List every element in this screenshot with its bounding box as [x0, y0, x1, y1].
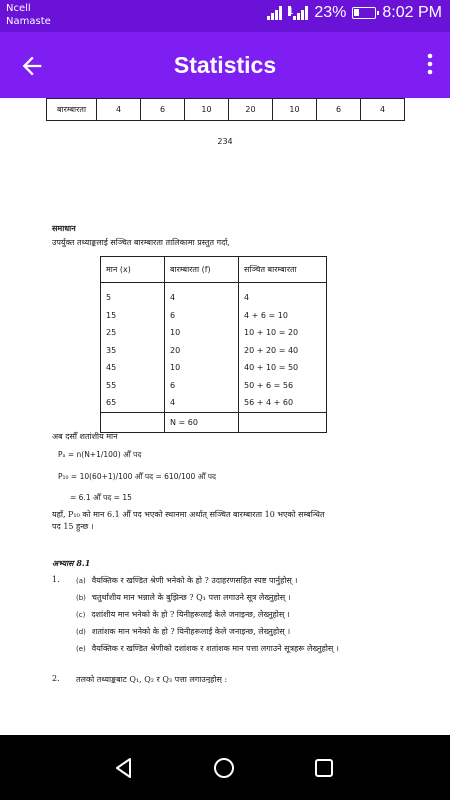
circle-home-icon[interactable] [213, 757, 235, 779]
question-item-text: वैयक्तिक र खण्डित श्रेणीको दशांशक र शतांशक मान पत्ता लगाउने सूत्रहरू लेख्नुहोस् । [91, 644, 339, 653]
table-cell: 56 + 4 + 60 [244, 398, 294, 407]
app-bar [0, 32, 450, 98]
table-cell: 4 [170, 293, 176, 302]
clock: 8:02 PM [382, 4, 442, 21]
battery-icon [352, 7, 376, 19]
status-indicators [267, 4, 442, 22]
question-item-label: (c) [76, 611, 86, 619]
table-cell: 65 [106, 398, 117, 407]
table-cell: 10 + 10 = 20 [244, 328, 299, 337]
formula-p10: P₁₀ = 10(60+1)/100 औँ पद = 610/100 औँ पद [58, 472, 216, 481]
signal-icon [267, 6, 282, 20]
formula-result: = 6.1 औँ पद = 15 [70, 493, 132, 502]
battery-percent: 23% [314, 4, 347, 21]
question-item-label: (a) [76, 577, 86, 585]
table-footer-row [101, 412, 327, 432]
table-cell: 35 [106, 345, 117, 355]
conclusion-line-1: यहाँ, P₁₀ को मान 6.1 औँ पद भएको स्थानमा अर्थात् सञ्चित बारम्बारता 10 भएको सम्बन्धित [52, 510, 325, 519]
table-cell [101, 412, 165, 432]
table-cell: 20 [229, 99, 273, 121]
table-cell: 55 [106, 380, 117, 390]
cumulative-frequency-table [100, 256, 327, 433]
question-item [76, 626, 290, 637]
question-item-label: (b) [76, 594, 86, 602]
table-cell: 5 [106, 293, 112, 302]
table-cell: 40 + 10 = 50 [244, 363, 299, 372]
more-vertical-icon[interactable] [426, 52, 434, 76]
question-item [76, 609, 290, 620]
carrier-info [6, 2, 51, 28]
table-cell: 6 [317, 99, 361, 121]
table-cell: 20 [170, 345, 181, 355]
table-cell: 10 [170, 363, 181, 372]
square-recents-icon[interactable] [313, 757, 335, 779]
column-cf [239, 283, 327, 413]
table-row [47, 99, 405, 121]
table-cell: 25 [106, 328, 117, 337]
triangle-back-icon[interactable] [113, 757, 135, 779]
table-header-f: बारम्बारता (f) [165, 257, 239, 283]
table-cell: 4 [361, 99, 405, 121]
table-row-label: बारम्बारता [47, 99, 97, 121]
column-f [165, 283, 239, 413]
table-cell: 6 [170, 380, 176, 390]
table-cell: 6 [170, 310, 176, 320]
table-header-x: मान (x) [101, 257, 165, 283]
question-item [76, 643, 396, 655]
table-header-cf: सञ्चित बारम्बारता [239, 257, 327, 283]
table-cell: 4 + 6 = 10 [244, 310, 288, 320]
conclusion-line-2: पद 15 हुन्छ । [52, 522, 94, 531]
table-cell: 10 [185, 99, 229, 121]
table-cell: 4 [244, 293, 250, 302]
page-title: Statistics [173, 52, 277, 78]
percentile-heading: अब दसौँ शतांशीय मान [52, 432, 118, 441]
frequency-table-top [46, 98, 405, 121]
question-item-text: शतांशक मान भनेको के हो ? यिनीहरूलाई केले जनाइन्छ, लेख्नुहोस् । [91, 627, 291, 636]
question-text: तलको तथ्याङ्कबाट Q₁, Q₂ र Q₃ पत्ता लगाउनुहोस् : [76, 675, 228, 683]
question-item-label: (d) [76, 628, 86, 636]
intro-text: उपर्युक्त तथ्याङ्कलाई सञ्चित बारम्बारता तालिकामा प्रस्तुत गर्दा, [52, 238, 230, 247]
table-cell [239, 412, 327, 432]
page-number: 234 [217, 137, 233, 146]
battery-fill [354, 9, 358, 16]
table-body-row [101, 283, 327, 413]
table-cell: 20 + 20 = 40 [244, 345, 299, 355]
question-item-text: वैयक्तिक र खण्डित श्रेणी भनेको के हो ? उदाहरणसहित स्पष्ट पार्नुहोस् । [91, 576, 298, 585]
table-cell: 10 [170, 328, 181, 337]
table-cell: 10 [273, 99, 317, 121]
column-x [101, 283, 165, 413]
question-item-text: दशांशीय मान भनेको के हो ? यिनीहरूलाई केले जनाइन्छ, लेख्नुहोस् । [91, 610, 290, 619]
page-bottom-area [0, 683, 450, 735]
carrier-name: Ncell [6, 3, 31, 14]
table-cell: 45 [106, 363, 117, 372]
table-cell: 6 [141, 99, 185, 121]
carrier-network: Namaste [6, 16, 51, 27]
document-page[interactable] [0, 98, 450, 683]
solution-heading: समाधान [52, 223, 76, 233]
table-header-row [101, 257, 327, 283]
sim-label: 1 [288, 6, 294, 16]
question-item-label: (e) [76, 645, 86, 653]
exercise-title: अभ्यास 8.1 [52, 558, 91, 568]
question-item [76, 575, 297, 586]
table-cell: 50 + 6 = 56 [244, 380, 294, 390]
question-item [76, 592, 291, 603]
table-cell: 15 [106, 310, 117, 320]
table-cell: 4 [97, 99, 141, 121]
formula-general: Pₐ = n(N+1/100) औँ पद [58, 450, 142, 459]
table-total: N = 60 [165, 412, 239, 432]
question-item-text: चतुर्थांशीय मान भन्नाले के बुझिन्छ ? Q₁ पत्ता लगाउने सूत्र लेख्नुहोस् । [91, 593, 291, 602]
status-bar [0, 0, 450, 32]
question-number: 2. [52, 674, 60, 683]
system-nav-bar [0, 735, 450, 800]
signal-sim2-icon [288, 6, 308, 20]
question-number: 1. [52, 575, 60, 584]
table-cell: 4 [170, 398, 176, 407]
